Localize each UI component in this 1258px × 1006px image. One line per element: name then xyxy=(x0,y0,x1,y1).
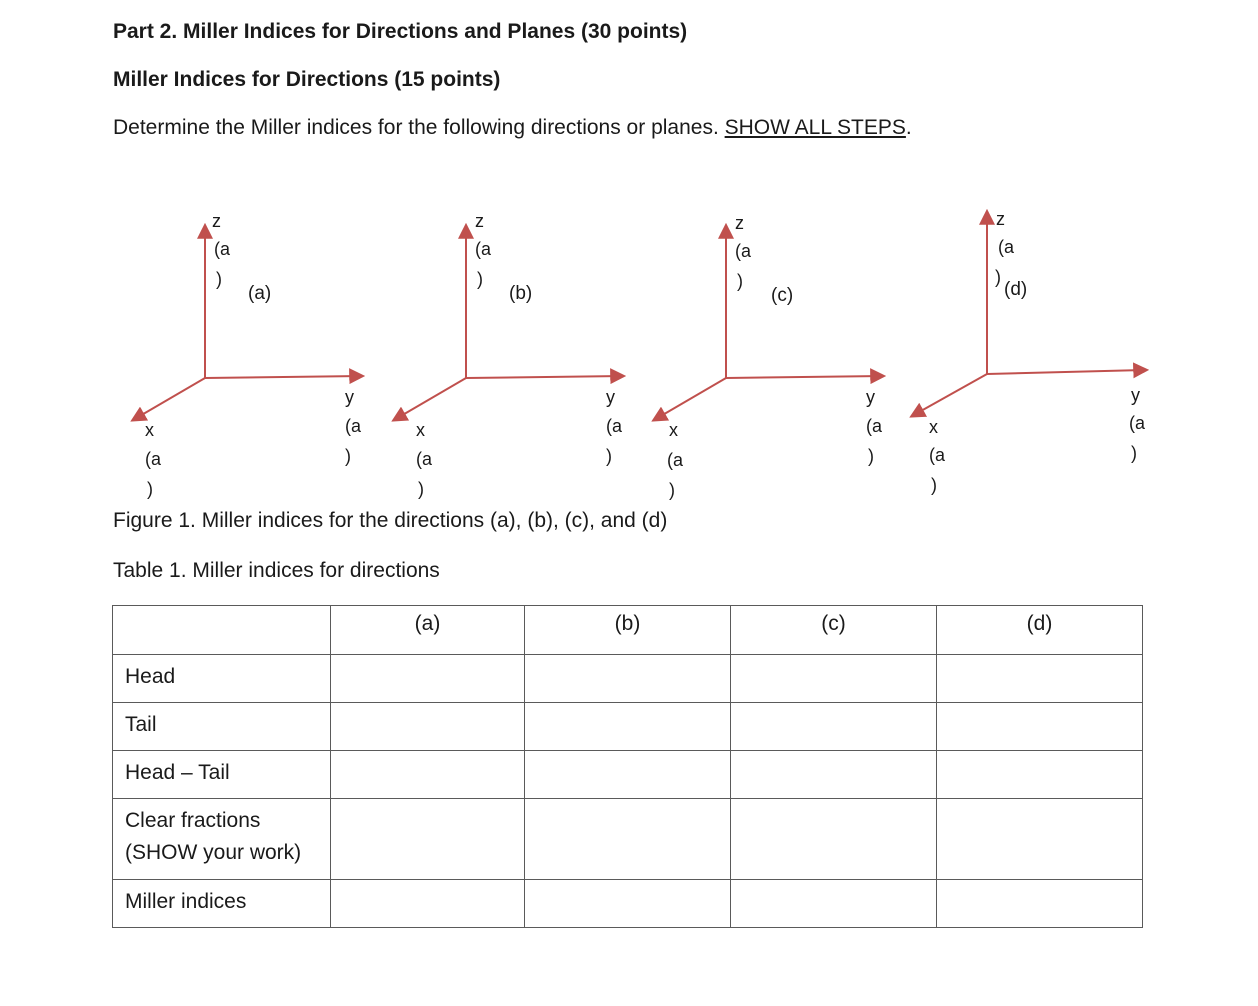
panel-label-d: (d) xyxy=(1004,279,1028,300)
z-axis-label-d: z xyxy=(996,209,1005,229)
y-unit-open-a: (a xyxy=(345,416,362,436)
row-label-head: Head xyxy=(113,655,331,703)
answer-cell[interactable] xyxy=(525,751,731,799)
header-cell-d: (d) xyxy=(937,606,1143,655)
table-header-row xyxy=(113,606,1143,655)
z-unit-open-b: (a xyxy=(475,239,492,259)
x-unit-open-b: (a xyxy=(416,449,433,469)
table-row xyxy=(113,655,1143,703)
y-unit-close-d: ) xyxy=(1131,443,1137,463)
z-unit-open-d: (a xyxy=(998,237,1015,257)
answer-cell[interactable] xyxy=(331,703,525,751)
miller-indices-table xyxy=(112,605,1143,928)
row-label-clear-fractions-line2: (SHOW your work) xyxy=(125,841,302,864)
x-axis-label-b: x xyxy=(416,420,425,440)
row-label-tail: Tail xyxy=(113,703,331,751)
header-cell-a: (a) xyxy=(331,606,525,655)
answer-cell[interactable] xyxy=(731,880,937,928)
answer-cell[interactable] xyxy=(731,703,937,751)
z-axis-label-b: z xyxy=(475,211,484,231)
z-unit-close-d: ) xyxy=(995,267,1001,287)
answer-cell[interactable] xyxy=(331,751,525,799)
answer-cell[interactable] xyxy=(525,655,731,703)
answer-cell[interactable] xyxy=(731,799,937,880)
panel-label-c: (c) xyxy=(771,285,794,306)
y-axis-label-c: y xyxy=(866,387,875,407)
answer-cell[interactable] xyxy=(937,880,1143,928)
axes-figure xyxy=(0,190,1258,510)
answer-cell[interactable] xyxy=(331,799,525,880)
y-unit-open-c: (a xyxy=(866,416,883,436)
instructions-end: . xyxy=(905,116,912,139)
instructions-text: Determine the Miller indices for the following directions or planes. xyxy=(113,116,725,139)
x-axis-label-a: x xyxy=(145,420,154,440)
answer-cell[interactable] xyxy=(331,880,525,928)
answer-cell[interactable] xyxy=(731,751,937,799)
answer-cell[interactable] xyxy=(525,703,731,751)
y-axis-label-d: y xyxy=(1131,385,1140,405)
z-unit-open-c: (a xyxy=(735,241,752,261)
table-row xyxy=(113,751,1143,799)
answer-cell[interactable] xyxy=(731,655,937,703)
x-unit-close-c: ) xyxy=(669,480,675,500)
y-unit-close-c: ) xyxy=(868,446,874,466)
answer-cell[interactable] xyxy=(937,655,1143,703)
y-unit-close-a: ) xyxy=(345,446,351,466)
z-unit-open-a: (a xyxy=(214,239,231,259)
answer-cell[interactable] xyxy=(937,799,1143,880)
axes-panel-d xyxy=(782,190,1162,510)
row-label-clear-fractions-line1: Clear fractions xyxy=(125,809,261,832)
z-unit-close-b: ) xyxy=(477,269,483,289)
panel-label-a: (a) xyxy=(248,283,272,304)
x-unit-open-c: (a xyxy=(667,450,684,470)
row-label-head-minus-tail: Head – Tail xyxy=(113,751,331,799)
table-row xyxy=(113,799,1143,880)
answer-cell[interactable] xyxy=(331,655,525,703)
row-label-clear-fractions xyxy=(113,799,331,880)
x-unit-open-d: (a xyxy=(929,445,946,465)
section-title: Miller Indices for Directions (15 points) xyxy=(113,68,501,91)
part-title: Part 2. Miller Indices for Directions and Planes (30 points) xyxy=(113,20,688,43)
answer-cell[interactable] xyxy=(525,880,731,928)
table-caption: Table 1. Miller indices for directions xyxy=(113,559,440,582)
header-cell-blank xyxy=(113,606,331,655)
x-unit-close-a: ) xyxy=(147,479,153,499)
axes-drawing-d xyxy=(782,190,1162,510)
instructions-emphasis: SHOW ALL STEPS xyxy=(724,116,906,139)
y-unit-open-d: (a xyxy=(1129,413,1146,433)
figure-caption: Figure 1. Miller indices for the directions (a), (b), (c), and (d) xyxy=(113,509,668,532)
z-unit-close-c: ) xyxy=(737,271,743,291)
row-label-miller-indices: Miller indices xyxy=(113,880,331,928)
z-unit-close-a: ) xyxy=(216,269,222,289)
x-axis-label-c: x xyxy=(669,420,678,440)
table-row xyxy=(113,880,1143,928)
y-axis-label-b: y xyxy=(606,387,615,407)
answer-cell[interactable] xyxy=(937,703,1143,751)
panel-label-b: (b) xyxy=(509,283,533,304)
z-axis-label-a: z xyxy=(212,211,221,231)
answer-cell[interactable] xyxy=(525,799,731,880)
table-row xyxy=(113,703,1143,751)
z-axis-label-c: z xyxy=(735,213,744,233)
header-cell-c: (c) xyxy=(731,606,937,655)
x-axis-label-d: x xyxy=(929,417,938,437)
answer-cell[interactable] xyxy=(937,751,1143,799)
header-cell-b: (b) xyxy=(525,606,731,655)
instructions xyxy=(113,116,912,140)
y-unit-close-b: ) xyxy=(606,446,612,466)
y-axis-label-a: y xyxy=(345,387,354,407)
x-unit-close-d: ) xyxy=(931,475,937,495)
x-unit-open-a: (a xyxy=(145,449,162,469)
x-unit-close-b: ) xyxy=(418,479,424,499)
y-unit-open-b: (a xyxy=(606,416,623,436)
